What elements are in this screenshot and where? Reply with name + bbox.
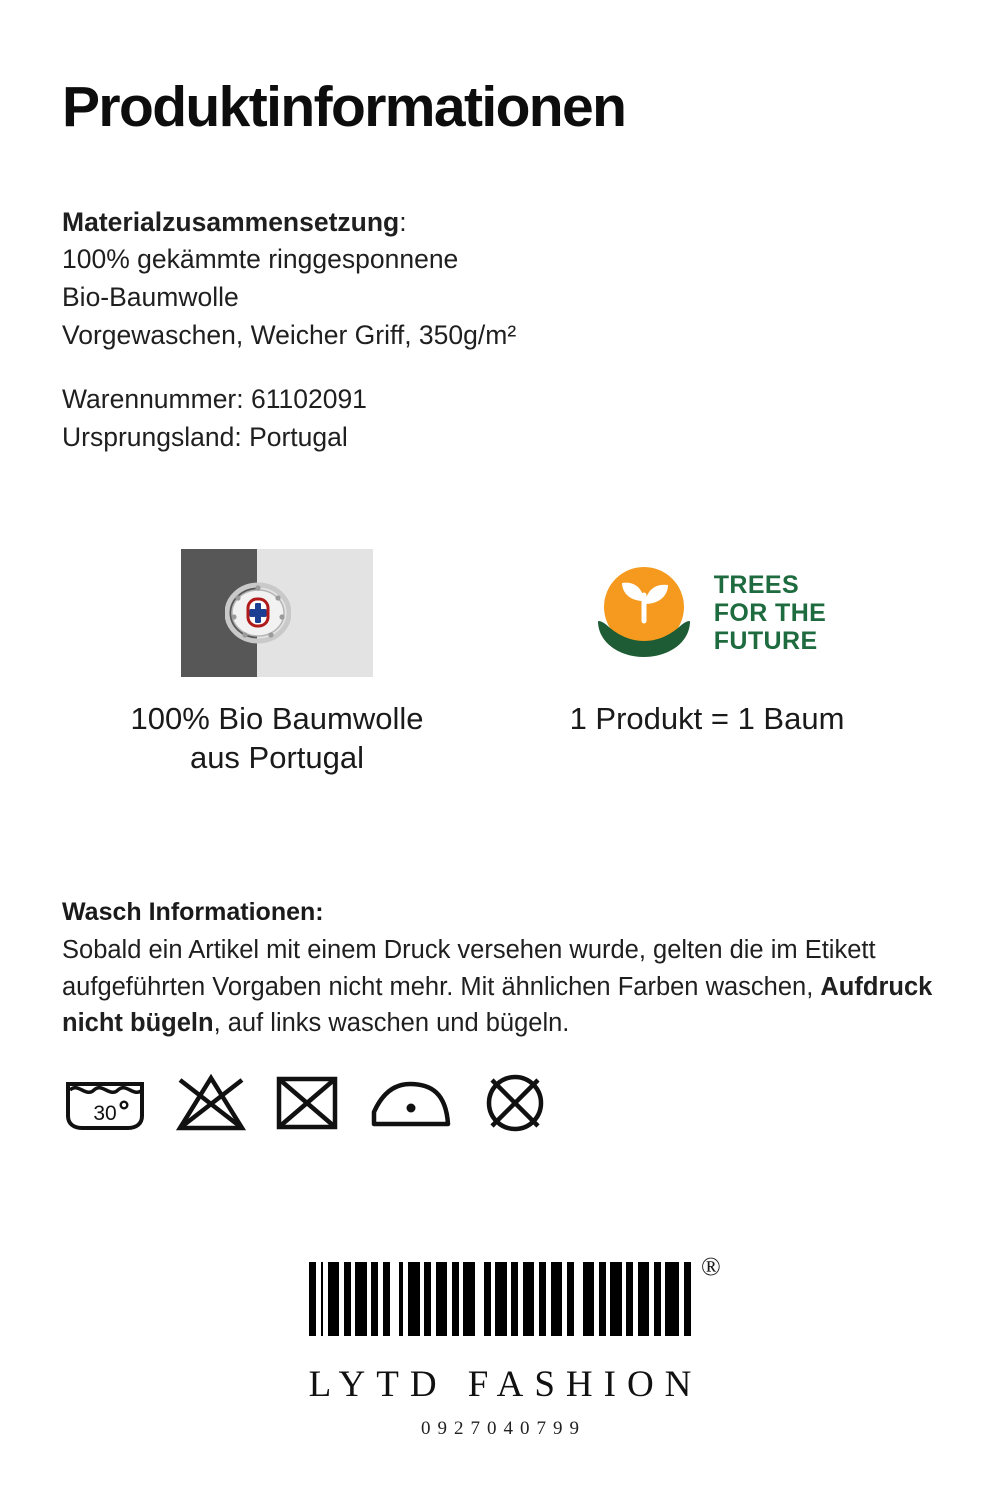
portugal-coat-of-arms-icon — [225, 577, 291, 649]
barcode-bar — [463, 1262, 475, 1336]
brand-number: 0927040799 — [421, 1418, 586, 1439]
trees-logo-line3: FUTURE — [713, 626, 818, 655]
barcode-bar — [523, 1262, 535, 1336]
portugal-flag-icon — [181, 549, 373, 677]
brand-block — [0, 1252, 1000, 1440]
barcode-bar — [484, 1262, 491, 1336]
barcode-bar — [383, 1262, 390, 1336]
wash-text-bold: Aufdruck nicht bügeln — [62, 972, 933, 1038]
barcode-bar — [452, 1262, 459, 1336]
barcode-bar — [665, 1262, 679, 1336]
brand-name: LYTD FASHION — [308, 1364, 703, 1405]
barcode-bar — [654, 1262, 661, 1336]
material-line-1: 100% gekämmte ringgesponnene — [62, 244, 459, 275]
barcode-bar — [599, 1262, 606, 1336]
spacer — [62, 354, 938, 381]
badge-portugal-cotton — [62, 549, 492, 778]
trees-for-the-future-logo — [588, 549, 827, 677]
page-title: Produktinformationen — [62, 75, 626, 139]
barcode-bar — [638, 1262, 650, 1336]
barcode-bar — [626, 1262, 633, 1336]
badges-row — [62, 549, 938, 778]
wash-text-part1: Sobald ein Artikel mit einem Druck versehen wurde, gelten die im Etikett aufgeführten Vorgaben nicht mehr. Mit ähnlichen Farben waschen, — [62, 935, 876, 1001]
barcode-bar — [610, 1262, 622, 1336]
badge-portugal-caption-line1: 100% Bio Baumwolle — [130, 700, 424, 736]
trees-logo-line1: TREES — [713, 570, 800, 599]
badge-trees-for-the-future — [492, 549, 922, 739]
barcode-bar — [539, 1262, 546, 1336]
wash-information-block — [62, 898, 938, 1134]
badge-portugal-caption — [131, 699, 424, 778]
do-not-bleach-icon — [174, 1072, 248, 1134]
trees-logo-line2: FOR THE — [713, 598, 827, 627]
barcode-bar — [511, 1262, 518, 1336]
wash-text-part2: , auf links waschen und bügeln. — [213, 1009, 570, 1038]
registered-trademark-icon: ® — [700, 1252, 721, 1281]
barcode-image — [309, 1262, 690, 1336]
goods-number: Warennummer: 61102091 — [62, 384, 367, 415]
barcode-wrap — [309, 1252, 721, 1336]
material-line-2: Bio-Baumwolle — [62, 282, 239, 313]
barcode-bar — [328, 1262, 340, 1336]
trees-logo-wordmark — [714, 571, 827, 655]
badge-trees-caption-line1: 1 Produkt = 1 Baum — [569, 700, 845, 736]
barcode-bar — [551, 1262, 563, 1336]
material-composition-heading: Materialzusammensetzung — [62, 206, 400, 237]
barcode-bar — [574, 1262, 583, 1336]
material-line-3: Vorgewaschen, Weicher Griff, 350g/m² — [62, 319, 517, 350]
barcode-bar — [355, 1262, 367, 1336]
barcode-bar — [408, 1262, 420, 1336]
country-of-origin: Ursprungsland: Portugal — [62, 421, 348, 452]
tree-in-hand-icon — [588, 561, 700, 665]
wash-information-heading: Wasch Informationen: — [62, 897, 324, 926]
barcode-bar — [567, 1262, 574, 1336]
barcode-bar — [436, 1262, 448, 1336]
barcode-bar — [684, 1262, 691, 1336]
barcode-bar — [309, 1262, 316, 1336]
do-not-dry-clean-icon — [482, 1072, 548, 1134]
material-composition-block — [62, 204, 938, 457]
barcode-bar — [495, 1262, 507, 1336]
barcode-bar — [583, 1262, 595, 1336]
barcode-bar — [371, 1262, 378, 1336]
barcode-bar — [344, 1262, 351, 1336]
barcode-bar — [390, 1262, 399, 1336]
badge-portugal-caption-line2: aus Portugal — [189, 740, 365, 776]
wash-symbols-row — [62, 1072, 938, 1134]
trees-logo-mark-icon — [588, 561, 700, 665]
barcode-bar — [424, 1262, 431, 1336]
wash-information-text — [62, 932, 938, 1042]
barcode-bar — [475, 1262, 484, 1336]
badge-trees-caption — [570, 699, 845, 739]
wash-30-degrees-icon — [62, 1072, 148, 1134]
wash-temperature-label: 30 — [93, 1102, 117, 1126]
iron-low-heat-icon — [366, 1072, 456, 1134]
do-not-tumble-dry-icon — [274, 1072, 340, 1134]
material-composition-heading-colon: : — [399, 206, 407, 237]
